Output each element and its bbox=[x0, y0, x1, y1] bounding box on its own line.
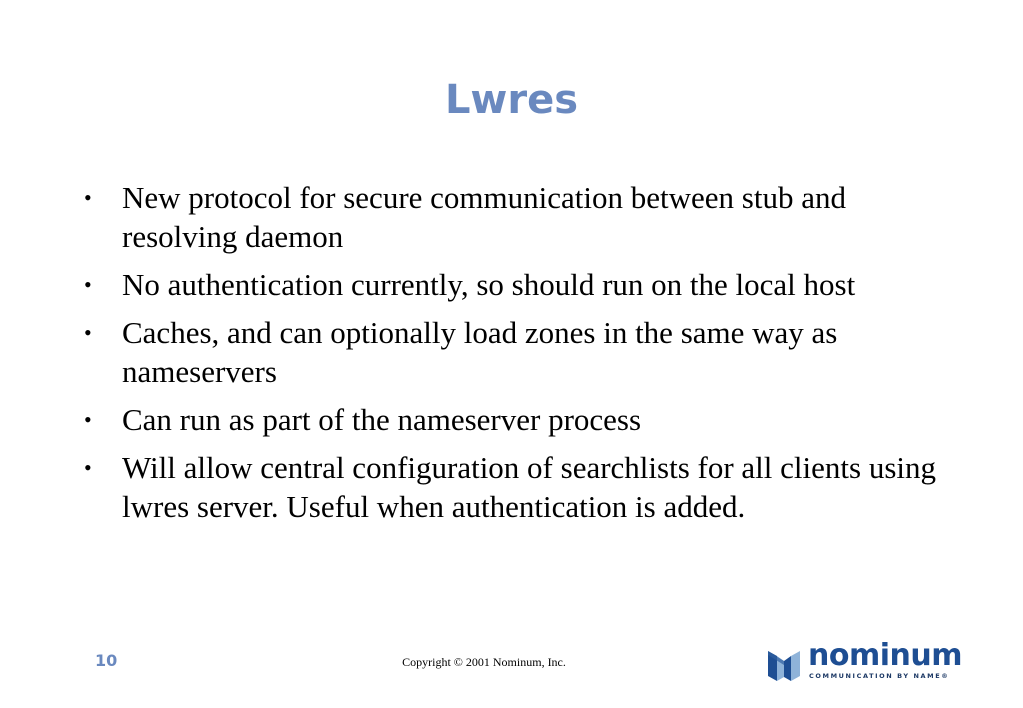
bullet-item bbox=[80, 448, 960, 526]
page-number: 10 bbox=[95, 651, 118, 670]
bullet-item bbox=[80, 400, 960, 439]
bullet-item bbox=[80, 178, 960, 256]
bullet-text: Caches, and can optionally load zones in the same way as nameservers bbox=[122, 315, 838, 389]
bullet-item bbox=[80, 313, 960, 391]
bullet-marker: • bbox=[84, 320, 92, 345]
bullet-text: Will allow central configuration of searchlists for all clients using lwres server. Useful when authentication is added. bbox=[122, 450, 936, 524]
company-logo bbox=[766, 638, 962, 685]
bullet-marker: • bbox=[84, 272, 92, 297]
logo-tagline: COMMUNICATION BY NAME® bbox=[809, 672, 950, 680]
nominum-logo-icon bbox=[766, 647, 802, 683]
copyright-notice: Copyright © 2001 Nominum, Inc. bbox=[402, 655, 566, 669]
bullet-text: No authentication currently, so should run on the local host bbox=[122, 267, 856, 302]
bullet-marker: • bbox=[84, 455, 92, 480]
bullet-text: Can run as part of the nameserver process bbox=[122, 402, 642, 437]
bullet-marker: • bbox=[84, 407, 92, 432]
slide-title: Lwres bbox=[444, 77, 579, 123]
logo-wordmark: nominum bbox=[808, 638, 962, 673]
bullet-marker: • bbox=[84, 185, 92, 210]
bullet-text: New protocol for secure communication between stub and resolving daemon bbox=[122, 180, 846, 254]
bullet-list bbox=[80, 178, 960, 535]
bullet-item bbox=[80, 265, 960, 304]
